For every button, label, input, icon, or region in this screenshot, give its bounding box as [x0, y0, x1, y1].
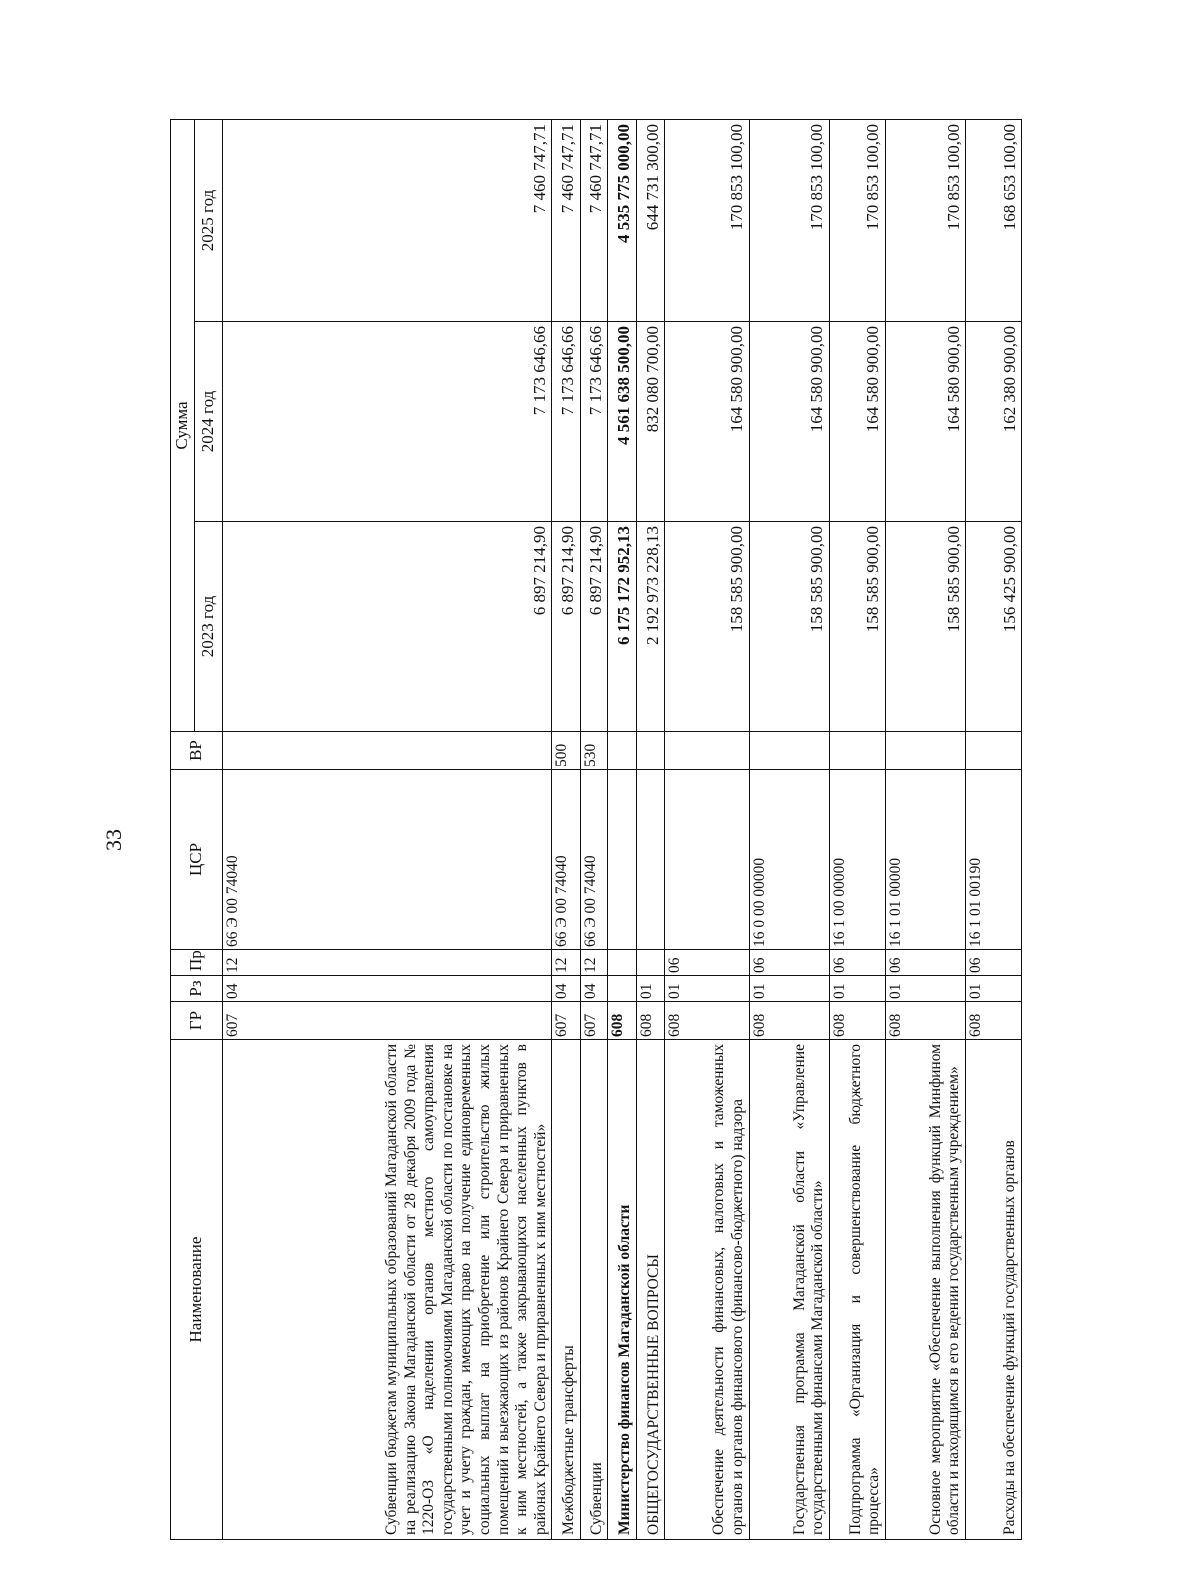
cell-csr: 16 1 00 00000 — [829, 770, 885, 950]
cell-vr: 530 — [580, 732, 607, 770]
header-2023: 2023 год — [195, 522, 223, 732]
table-row — [966, 120, 1022, 1540]
cell-y2024: 832 080 700,00 — [636, 322, 664, 522]
cell-y2023: 2 192 973 228,13 — [636, 522, 664, 732]
cell-y2024: 164 580 900,00 — [829, 322, 885, 522]
cell-csr — [608, 770, 636, 950]
cell-vr: 500 — [552, 732, 580, 770]
cell-y2024: 7 173 646,66 — [223, 322, 552, 522]
cell-y2025: 7 460 747,71 — [223, 120, 552, 322]
cell-gr: 607 — [552, 1002, 580, 1040]
cell-y2025: 168 653 100,00 — [966, 120, 1022, 322]
cell-gr: 608 — [608, 1002, 636, 1040]
page-number: 33 — [101, 829, 126, 851]
cell-gr: 608 — [749, 1002, 829, 1040]
cell-rz: 01 — [966, 976, 1022, 1002]
cell-csr — [636, 770, 664, 950]
header-gr: ГР — [171, 1002, 223, 1040]
cell-y2025: 7 460 747,71 — [580, 120, 607, 322]
budget-table — [170, 119, 1022, 1540]
cell-rz: 01 — [665, 976, 749, 1002]
header-rz: Рз — [171, 976, 223, 1002]
cell-y2025: 4 535 775 000,00 — [608, 120, 636, 322]
cell-pr: 12 — [552, 950, 580, 976]
cell-y2024: 7 173 646,66 — [552, 322, 580, 522]
cell-y2023: 158 585 900,00 — [749, 522, 829, 732]
cell-csr: 16 0 00 00000 — [749, 770, 829, 950]
cell-y2024: 162 380 900,00 — [966, 322, 1022, 522]
cell-gr: 608 — [665, 1002, 749, 1040]
cell-y2023: 158 585 900,00 — [665, 522, 749, 732]
cell-rz: 04 — [580, 976, 607, 1002]
cell-y2024: 164 580 900,00 — [885, 322, 965, 522]
cell-y2025: 170 853 100,00 — [665, 120, 749, 322]
cell-name: Подпрограмма «Организация и совершенствование бюджетного процесса» — [829, 1040, 885, 1540]
cell-vr — [966, 732, 1022, 770]
cell-gr: 608 — [966, 1002, 1022, 1040]
cell-csr — [665, 770, 749, 950]
cell-y2023: 158 585 900,00 — [885, 522, 965, 732]
cell-pr: 06 — [749, 950, 829, 976]
cell-name: Обеспечение деятельности финансовых, налоговых и таможенных органов и органов финансового (финансово-бюджетного) надзора — [665, 1040, 749, 1540]
cell-y2025: 170 853 100,00 — [885, 120, 965, 322]
cell-y2024: 164 580 900,00 — [665, 322, 749, 522]
cell-vr — [829, 732, 885, 770]
table-row — [223, 120, 552, 1540]
cell-vr — [885, 732, 965, 770]
cell-gr: 607 — [223, 1002, 552, 1040]
cell-gr: 607 — [580, 1002, 607, 1040]
cell-rz: 04 — [223, 976, 552, 1002]
table-row — [749, 120, 829, 1540]
header-vr: ВР — [171, 732, 223, 770]
header-2024: 2024 год — [195, 322, 223, 522]
cell-vr — [608, 732, 636, 770]
cell-gr: 608 — [636, 1002, 664, 1040]
cell-csr: 66 Э 00 74040 — [223, 770, 552, 950]
cell-name: Субвенции — [580, 1040, 607, 1540]
cell-rz — [608, 976, 636, 1002]
cell-name: ОБЩЕГОСУДАРСТВЕННЫЕ ВОПРОСЫ — [636, 1040, 664, 1540]
cell-y2024: 7 173 646,66 — [580, 322, 607, 522]
cell-pr: 12 — [580, 950, 607, 976]
cell-name: Субвенции бюджетам муниципальных образований Магаданской области на реализацию Закона Магаданской области от 28 декабря 2009 года № 1220-ОЗ «О наделении органов местного самоуправления государственными полномочиями Магаданской области по постановке на учет и учету граждан, имеющих право на получение единовременных социальных выплат на приобретение или строительство жилых помещений и выезжающих из районов Крайнего Севера и приравненных к ним местностей, а также закрывающихся населенных пунктов в районах Крайнего Севера и приравненных к ним местностей» — [223, 1040, 552, 1540]
cell-pr: 12 — [223, 950, 552, 976]
header-pr: Пр — [171, 950, 223, 976]
cell-y2023: 6 897 214,90 — [580, 522, 607, 732]
cell-pr: 06 — [665, 950, 749, 976]
cell-csr: 66 Э 00 74040 — [580, 770, 607, 950]
cell-csr: 16 1 01 00000 — [885, 770, 965, 950]
cell-pr: 06 — [966, 950, 1022, 976]
cell-csr: 16 1 01 00190 — [966, 770, 1022, 950]
table-row — [608, 120, 636, 1540]
cell-csr: 66 Э 00 74040 — [552, 770, 580, 950]
header-sum: Сумма — [171, 120, 195, 732]
cell-name: Межбюджетные трансферты — [552, 1040, 580, 1540]
table-body — [223, 120, 1022, 1540]
cell-y2023: 158 585 900,00 — [829, 522, 885, 732]
cell-rz: 01 — [829, 976, 885, 1002]
table-row — [580, 120, 607, 1540]
table-header — [171, 120, 223, 1540]
cell-vr — [749, 732, 829, 770]
table-row — [829, 120, 885, 1540]
cell-pr — [636, 950, 664, 976]
cell-y2023: 156 425 900,00 — [966, 522, 1022, 732]
cell-gr: 608 — [885, 1002, 965, 1040]
cell-rz: 04 — [552, 976, 580, 1002]
cell-y2024: 164 580 900,00 — [749, 322, 829, 522]
cell-y2025: 170 853 100,00 — [749, 120, 829, 322]
cell-y2023: 6 175 172 952,13 — [608, 522, 636, 732]
cell-gr: 608 — [829, 1002, 885, 1040]
cell-y2023: 6 897 214,90 — [223, 522, 552, 732]
cell-pr: 06 — [885, 950, 965, 976]
header-2025: 2025 год — [195, 120, 223, 322]
cell-rz: 01 — [885, 976, 965, 1002]
cell-name: Основное мероприятие «Обеспечение выполнения функций Минфином области и находящимся в его ведении государственным учреждением» — [885, 1040, 965, 1540]
cell-y2023: 6 897 214,90 — [552, 522, 580, 732]
header-csr: ЦСР — [171, 770, 223, 950]
cell-vr — [665, 732, 749, 770]
cell-y2024: 4 561 638 500,00 — [608, 322, 636, 522]
cell-name: Министерство финансов Магаданской области — [608, 1040, 636, 1540]
cell-y2025: 170 853 100,00 — [829, 120, 885, 322]
cell-y2025: 644 731 300,00 — [636, 120, 664, 322]
cell-vr — [636, 732, 664, 770]
cell-pr: 06 — [829, 950, 885, 976]
cell-rz: 01 — [749, 976, 829, 1002]
cell-vr — [223, 732, 552, 770]
cell-name: Расходы на обеспечение функций государственных органов — [966, 1040, 1022, 1540]
cell-name: Государственная программа Магаданской области «Управление государственными финансами Магаданской области» — [749, 1040, 829, 1540]
budget-table-container — [170, 120, 1022, 1540]
table-row — [665, 120, 749, 1540]
table-row — [885, 120, 965, 1540]
cell-y2025: 7 460 747,71 — [552, 120, 580, 322]
header-name: Наименование — [171, 1040, 223, 1540]
table-row — [552, 120, 580, 1540]
cell-rz: 01 — [636, 976, 664, 1002]
cell-pr — [608, 950, 636, 976]
table-row — [636, 120, 664, 1540]
